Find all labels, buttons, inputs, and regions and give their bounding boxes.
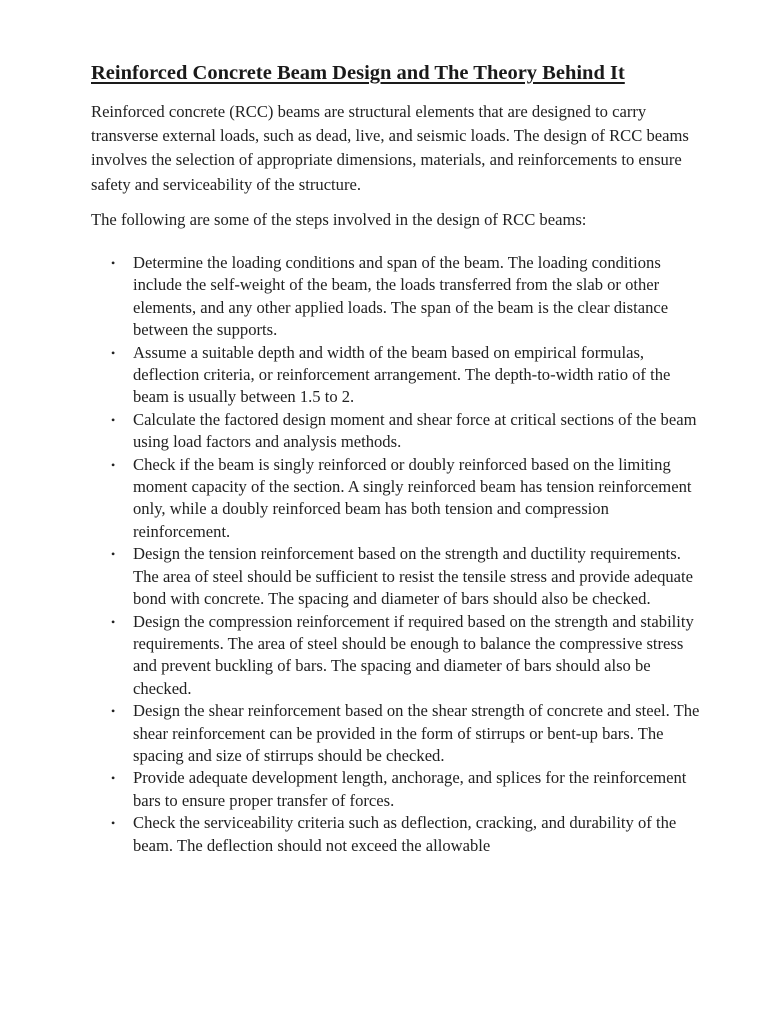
step-text: Check if the beam is singly reinforced or doubly reinforced based on the limiting moment capacity of the section. A singly reinforced beam has tension reinforcement only, while a doubly reinforced beam has both tension and compression reinforcement. xyxy=(133,454,692,541)
list-item xyxy=(91,543,708,610)
step-text: Assume a suitable depth and width of the beam based on empirical formulas, deflection criteria, or reinforcement arrangement. The depth-to-width ratio of the beam is usually between 1.5 to 2. xyxy=(133,342,671,407)
bullet-icon: • xyxy=(111,614,116,629)
bullet-icon: • xyxy=(111,412,116,427)
intro-paragraph: Reinforced concrete (RCC) beams are structural elements that are designed to carry transverse external loads, such as dead, live, and seismic loads. The design of RCC beams involves the selection of appropriate dimensions, materials, and reinforcements to ensure safety and serviceability of the structure. xyxy=(91,102,689,194)
list-item xyxy=(91,767,708,812)
step-text: Calculate the factored design moment and shear force at critical sections of the beam using load factors and analysis methods. xyxy=(133,409,697,452)
list-item xyxy=(91,252,708,342)
bullet-icon: • xyxy=(111,256,116,271)
steps-list xyxy=(91,252,708,857)
steps-intro-paragraph: The following are some of the steps involved in the design of RCC beams: xyxy=(91,209,587,229)
list-item xyxy=(91,700,708,767)
bullet-icon: • xyxy=(111,771,116,786)
step-text: Design the tension reinforcement based on the strength and ductility requirements. The area of steel should be sufficient to resist the tensile stress and provide adequate bond with concrete. The spacing and diameter of bars should also be checked. xyxy=(133,544,694,609)
list-item xyxy=(91,409,708,454)
step-text: Determine the loading conditions and span of the beam. The loading conditions include the self-weight of the beam, the loads transferred from the slab or other elements, and any other applied loads. The span of the beam is the clear distance between the supports. xyxy=(133,253,669,340)
bullet-icon: • xyxy=(111,547,116,562)
document-title: Reinforced Concrete Beam Design and The Theory Behind It xyxy=(91,62,625,84)
bullet-icon: • xyxy=(111,704,116,719)
list-item xyxy=(91,611,708,701)
list-item xyxy=(91,812,708,857)
list-item xyxy=(91,454,708,544)
step-text: Provide adequate development length, anchorage, and splices for the reinforcement bars to ensure proper transfer of forces. xyxy=(133,768,687,810)
bullet-icon: • xyxy=(111,816,116,831)
bullet-icon: • xyxy=(111,457,116,472)
step-text: Design the shear reinforcement based on the shear strength of concrete and steel. The shear reinforcement can be provided in the form of stirrups or bent-up bars. The spacing and size of stirrups should be checked. xyxy=(133,701,700,765)
bullet-icon: • xyxy=(111,345,116,360)
step-text: Design the compression reinforcement if required based on the strength and stability requirements. The area of steel should be enough to balance the compressive stress and prevent buckling of bars. The spacing and diameter of bars should also be checked. xyxy=(133,611,694,698)
step-text: Check the serviceability criteria such as deflection, cracking, and durability of the beam. The deflection should not exceed the allowable xyxy=(133,813,677,855)
list-item xyxy=(91,342,708,409)
